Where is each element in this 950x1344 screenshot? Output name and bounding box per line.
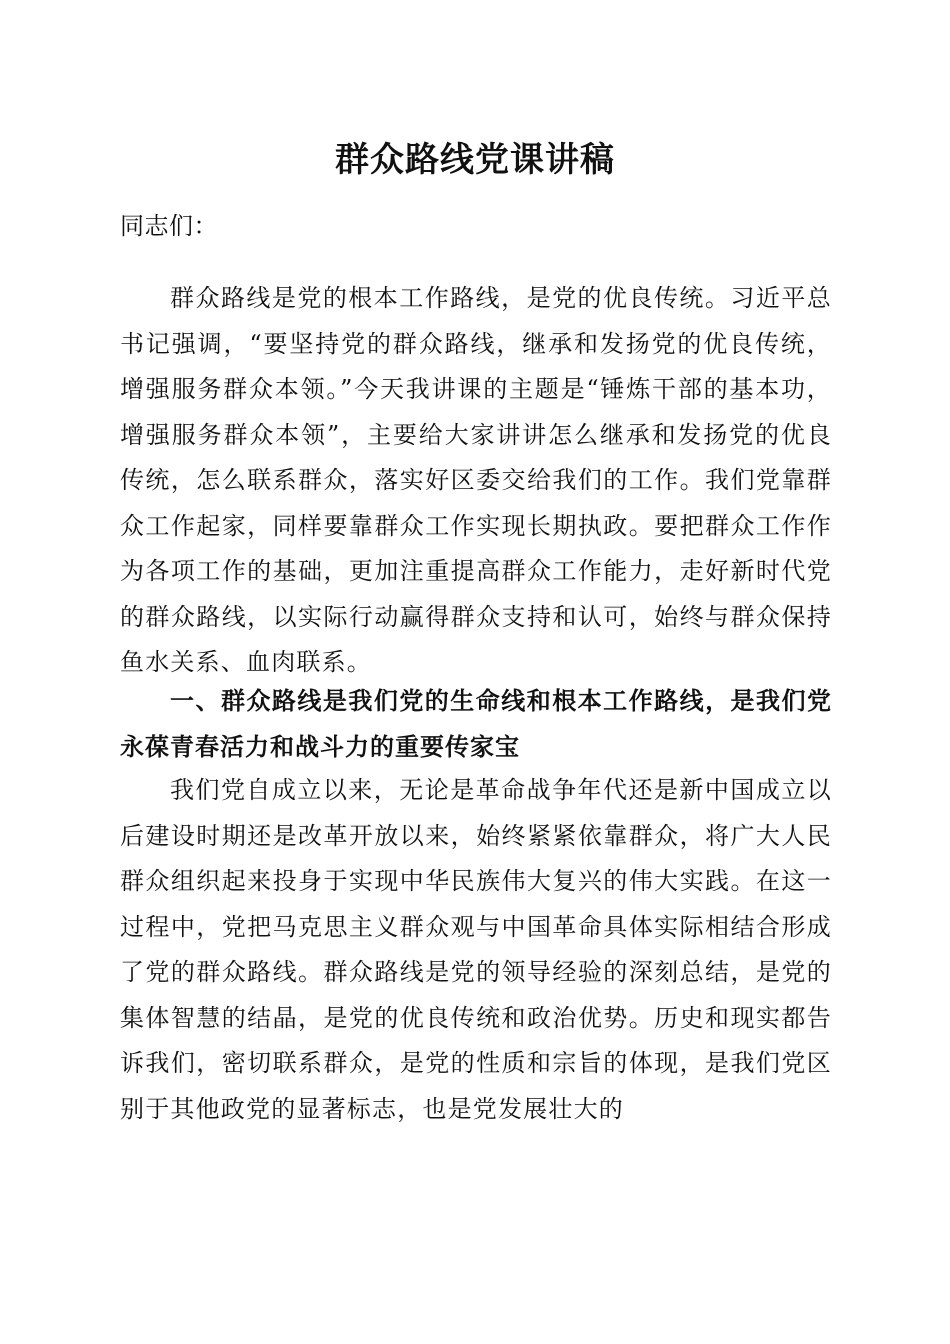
paragraph-intro: 群众路线是党的根本工作路线，是党的优良传统。习近平总书记强调，“要坚持党的群众路线，继承和发扬党的优良传统，增强服务群众本领。”今天我讲课的主题是“锤炼干部的基本功，增强服务群众本领”，主要给大家讲讲怎么继承和发扬党的优良传统，怎么联系群众，落实好区委交给我们的工作。我们党靠群众工作起家，同样要靠群众工作实现长期执政。要把群众工作作为各项工作的基础，更加注重提高群众工作能力，走好新时代党的群众路线，以实际行动赢得群众支持和认可，始终与群众保持鱼水关系、血肉联系。 <box>120 284 832 676</box>
section-heading-1: 一、群众路线是我们党的生命线和根本工作路线，是我们党永葆青春活力和战斗力的重要传家宝 <box>120 687 832 761</box>
greeting-text: 同志们： <box>120 212 218 240</box>
document-title: 群众路线党课讲稿 <box>335 140 615 180</box>
paragraph-section-1: 我们党自成立以来，无论是革命战争年代还是新中国成立以后建设时期还是改革开放以来，始终紧紧依靠群众，将广大人民群众组织起来投身于实现中华民族伟大复兴的伟大实践。在这一过程中，党把马克思主义群众观与中国革命具体实际相结合形成了党的群众路线。群众路线是党的领导经验的深刻总结，是党的集体智慧的结晶，是党的优良传统和政治优势。历史和现实都告诉我们，密切联系群众，是党的性质和宗旨的体现，是我们党区别于其他政党的显著标志，也是党发展壮大的 <box>120 776 832 1123</box>
